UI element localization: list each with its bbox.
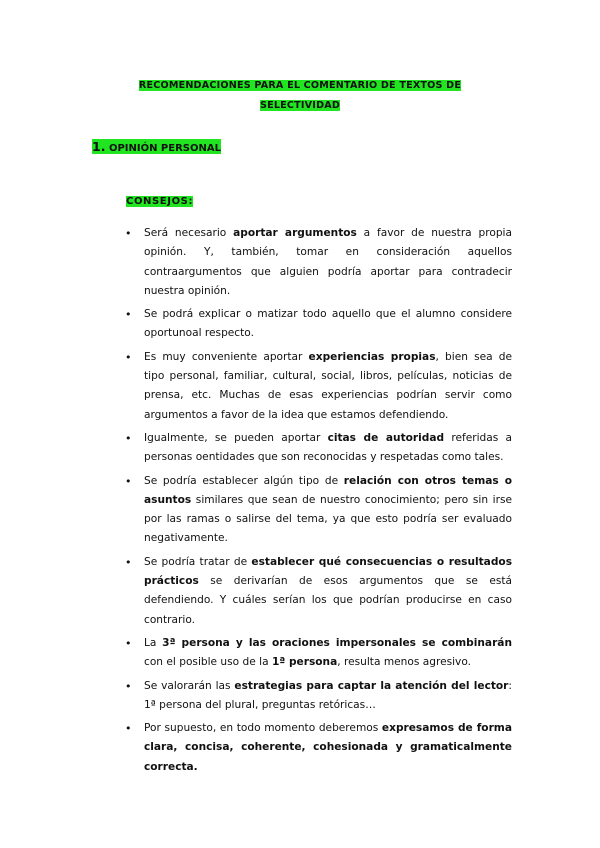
emphasis-text: establecer qué consecuencias o resultados prácticos: [144, 555, 512, 588]
emphasis-text: aportar argumentos: [233, 227, 357, 239]
document-title: [110, 76, 490, 116]
list-item: [120, 634, 512, 673]
body-text: Igualmente, se pueden aportar: [144, 431, 328, 444]
list-item: [120, 305, 512, 344]
emphasis-text: estrategias para captar la atención del lector: [234, 679, 509, 692]
list-item: [120, 677, 512, 716]
emphasis-text: 1ª persona: [271, 656, 338, 669]
list-item: [120, 553, 512, 630]
body-text: La: [144, 636, 163, 649]
body-text: Se podrá explicar o matizar todo aquello que el alumno considere oportunoal respecto.: [144, 308, 512, 340]
emphasis-text: 3ª persona y las oraciones impersonales se combinarán: [162, 636, 512, 649]
list-item: [120, 348, 512, 425]
consejos-heading: CONSEJOS:: [126, 196, 194, 207]
body-text: referidas a personas oentidades que son reconocidas y respetadas como tales.: [144, 431, 512, 464]
body-text: : 1ª persona del plural, preguntas retóricas…: [144, 679, 512, 711]
emphasis-text: citas de autoridad: [327, 431, 445, 444]
bullet-icon: •: [125, 679, 132, 693]
body-text: Se podría tratar de: [144, 555, 252, 568]
body-text: Será necesario: [144, 227, 234, 239]
body-text: similares que sean de nuestro conocimiento; pero sin irse por las ramas o salirse del tema, ya que esto podría ser evaluado negativamente.: [144, 493, 512, 545]
list-item: [120, 224, 512, 301]
bullet-icon: •: [125, 431, 132, 445]
body-text: Por supuesto, en todo momento deberemos: [144, 722, 382, 735]
emphasis-text: expresamos de forma clara, concisa, coherente, cohesionada y gramaticalmente correcta.: [144, 722, 512, 773]
body-text: con el posible uso de la: [144, 656, 272, 669]
emphasis-text: experiencias propias: [308, 350, 436, 363]
body-text: a favor de nuestra propia opinión. Y, también, tomar en consideración aquellos contraargumentos que alguien podría aportar para contradecir nuestra opinión.: [144, 227, 512, 297]
bullet-icon: •: [125, 636, 132, 650]
body-text: Se valorarán las: [144, 679, 235, 692]
bullet-icon: •: [125, 722, 132, 736]
section-heading: [92, 139, 221, 154]
body-text: , bien sea de tipo personal, familiar, cultural, social, libros, películas, noticias de prensa, etc. Muchas de esas experiencias podrían servir como argumentos a favor de la idea que estamos defendiendo.: [144, 350, 512, 421]
advice-list: [120, 224, 512, 781]
bullet-icon: •: [125, 308, 132, 322]
bullet-icon: •: [125, 555, 132, 569]
body-text: Se podría establecer algún tipo de: [144, 474, 344, 487]
bullet-icon: •: [125, 474, 132, 488]
body-text: Es muy conveniente aportar: [144, 350, 309, 363]
bullet-icon: •: [125, 227, 132, 240]
list-item: [120, 472, 512, 549]
title-line-1: RECOMENDACIONES PARA EL COMENTARIO DE TEXTOS DE: [138, 80, 462, 91]
body-text: , resulta menos agresivo.: [337, 656, 471, 669]
title-line-2: SELECTIVIDAD: [259, 100, 341, 111]
section-number: 1.: [92, 139, 106, 154]
list-item: [120, 429, 512, 468]
section-label: OPINIÓN PERSONAL: [108, 143, 221, 154]
emphasis-text: relación con otros temas o asuntos: [144, 474, 512, 506]
bullet-icon: •: [125, 350, 132, 364]
list-item: [120, 719, 512, 777]
body-text: se derivarían de esos argumentos que se está defendiendo. Y cuáles serían los que podrían producirse en caso contrario.: [144, 575, 512, 626]
